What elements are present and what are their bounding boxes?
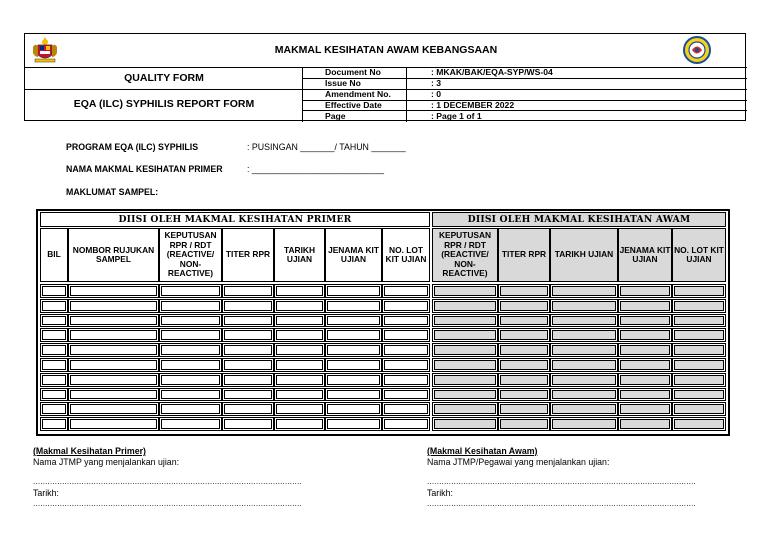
table-cell[interactable] [159, 417, 222, 431]
table-cell[interactable] [432, 388, 498, 402]
meta-label-page: Page [325, 111, 346, 121]
table-cell[interactable] [432, 328, 498, 342]
table-cell[interactable] [432, 402, 498, 416]
table-cell[interactable] [618, 402, 672, 416]
lab-title: MAKMAL KESIHATAN AWAM KEBANGSAAN [274, 44, 498, 56]
table-cell[interactable] [274, 343, 325, 357]
table-cell[interactable] [432, 373, 498, 387]
table-cell[interactable] [672, 284, 726, 298]
table-cell[interactable] [550, 388, 618, 402]
group-header-primary: DIISI OLEH MAKMAL KESIHATAN PRIMER [40, 212, 430, 227]
table-cell[interactable] [222, 299, 274, 313]
table-cell[interactable] [274, 284, 325, 298]
sample-info-label: MAKLUMAT SAMPEL: [66, 187, 159, 197]
table-cell[interactable] [498, 284, 550, 298]
table-cell[interactable] [550, 417, 618, 431]
table-cell[interactable] [550, 373, 618, 387]
table-cell[interactable] [222, 343, 274, 357]
table-cell[interactable] [432, 417, 498, 431]
table-cell[interactable] [68, 343, 159, 357]
meta-value-page: : Page 1 of 1 [431, 111, 482, 121]
table-cell[interactable] [40, 314, 68, 328]
table-cell[interactable] [382, 388, 430, 402]
table-cell[interactable] [550, 314, 618, 328]
table-cell[interactable] [672, 343, 726, 357]
table-cell[interactable] [274, 328, 325, 342]
table-cell[interactable] [68, 299, 159, 313]
table-cell[interactable] [618, 343, 672, 357]
table-cell[interactable] [274, 299, 325, 313]
table-cell[interactable] [618, 358, 672, 372]
table-cell[interactable] [274, 358, 325, 372]
table-cell[interactable] [68, 417, 159, 431]
table-cell[interactable] [498, 299, 550, 313]
table-cell[interactable] [672, 358, 726, 372]
table-cell[interactable] [498, 402, 550, 416]
table-cell[interactable] [498, 388, 550, 402]
column-header-1: BIL [40, 228, 68, 282]
table-cell[interactable] [325, 402, 382, 416]
table-cell[interactable] [274, 314, 325, 328]
column-header-9: TITER RPR [498, 228, 550, 282]
table-cell[interactable] [382, 358, 430, 372]
table-cell[interactable] [618, 328, 672, 342]
table-cell[interactable] [159, 284, 222, 298]
table-cell[interactable] [325, 373, 382, 387]
table-cell[interactable] [382, 343, 430, 357]
column-header-3: KEPUTUSAN RPR / RDT (REACTIVE/ NON-REACTIVE) [159, 228, 222, 282]
table-cell[interactable] [382, 402, 430, 416]
form-name: EQA (ILC) SYPHILIS REPORT FORM [73, 98, 255, 110]
table-cell[interactable] [550, 299, 618, 313]
table-cell[interactable] [40, 299, 68, 313]
sample-result-table [36, 209, 730, 436]
table-cell[interactable] [68, 314, 159, 328]
table-cell[interactable] [274, 417, 325, 431]
meta-label-amendment-no: Amendment No. [325, 89, 391, 99]
table-cell[interactable] [40, 373, 68, 387]
table-cell[interactable] [550, 284, 618, 298]
meta-label-issue-no: Issue No [325, 78, 361, 88]
column-header-8: KEPUTUSAN RPR / RDT (REACTIVE/ NON-REACTIVE) [432, 228, 498, 282]
group-header-awam: DIISI OLEH MAKMAL KESIHATAN AWAM [432, 212, 726, 227]
table-cell[interactable] [325, 417, 382, 431]
table-cell[interactable] [672, 388, 726, 402]
primary-lab-name-field[interactable]: : ___________________________ [247, 164, 384, 174]
meta-value-document-no: : MKAK/BAK/EQA-SYP/WS-04 [431, 67, 553, 77]
column-header-2: NOMBOR RUJUKAN SAMPEL [68, 228, 159, 282]
table-cell[interactable] [618, 284, 672, 298]
meta-value-amendment-no: : 0 [431, 89, 442, 99]
primary-lab-date-label: Tarikh: [33, 488, 59, 498]
table-cell[interactable] [40, 284, 68, 298]
meta-label-effective-date: Effective Date [325, 100, 382, 110]
table-cell[interactable] [159, 299, 222, 313]
table-cell[interactable] [159, 388, 222, 402]
table-cell[interactable] [618, 417, 672, 431]
table-cell[interactable] [68, 328, 159, 342]
table-cell[interactable] [432, 299, 498, 313]
table-cell[interactable] [40, 343, 68, 357]
table-cell[interactable] [672, 314, 726, 328]
table-cell[interactable] [325, 358, 382, 372]
table-cell[interactable] [672, 417, 726, 431]
program-round-year-field[interactable]: : PUSINGAN _______/ TAHUN _______ [247, 142, 406, 152]
table-cell[interactable] [618, 373, 672, 387]
table-cell[interactable] [672, 373, 726, 387]
table-cell[interactable] [274, 388, 325, 402]
table-cell[interactable] [222, 373, 274, 387]
table-cell[interactable] [222, 402, 274, 416]
table-cell[interactable] [325, 284, 382, 298]
primary-lab-sign-heading: (Makmal Kesihatan Primer) [33, 446, 146, 456]
table-cell[interactable] [618, 299, 672, 313]
table-cell[interactable] [432, 314, 498, 328]
table-cell[interactable] [382, 314, 430, 328]
table-cell[interactable] [382, 284, 430, 298]
table-cell[interactable] [382, 417, 430, 431]
table-cell[interactable] [325, 314, 382, 328]
form-header [24, 33, 746, 121]
column-header-11: JENAMA KIT UJIAN [618, 228, 672, 282]
table-cell[interactable] [222, 358, 274, 372]
table-cell[interactable] [382, 299, 430, 313]
table-cell[interactable] [618, 314, 672, 328]
mkak-emblem-icon [681, 35, 713, 65]
awam-lab-officer-field[interactable]: ............................................................................................................... [427, 477, 696, 486]
table-cell[interactable] [274, 373, 325, 387]
table-cell[interactable] [325, 328, 382, 342]
table-cell[interactable] [432, 358, 498, 372]
awam-lab-date-label: Tarikh: [427, 488, 453, 498]
column-header-6: JENAMA KIT UJIAN [325, 228, 382, 282]
column-header-4: TITER RPR [222, 228, 274, 282]
table-cell[interactable] [498, 373, 550, 387]
table-cell[interactable] [40, 388, 68, 402]
meta-value-effective-date: : 1 DECEMBER 2022 [431, 100, 515, 110]
awam-lab-officer-label: Nama JTMP/Pegawai yang menjalankan ujian: [427, 457, 610, 467]
table-cell[interactable] [40, 417, 68, 431]
table-cell[interactable] [550, 328, 618, 342]
table-cell[interactable] [432, 284, 498, 298]
form-type: QUALITY FORM [124, 72, 204, 84]
table-cell[interactable] [274, 402, 325, 416]
table-cell[interactable] [159, 402, 222, 416]
table-cell[interactable] [325, 388, 382, 402]
table-cell[interactable] [40, 358, 68, 372]
table-cell[interactable] [68, 358, 159, 372]
table-cell[interactable] [222, 284, 274, 298]
table-cell[interactable] [498, 417, 550, 431]
awam-lab-date-field[interactable]: ............................................................................................................... [427, 499, 696, 508]
table-cell[interactable] [672, 328, 726, 342]
table-cell[interactable] [672, 299, 726, 313]
table-cell[interactable] [498, 343, 550, 357]
table-cell[interactable] [325, 343, 382, 357]
table-cell[interactable] [222, 417, 274, 431]
table-cell[interactable] [222, 328, 274, 342]
column-header-7: NO. LOT KIT UJIAN [382, 228, 430, 282]
table-cell[interactable] [159, 328, 222, 342]
table-cell[interactable] [222, 388, 274, 402]
table-cell[interactable] [382, 373, 430, 387]
table-cell[interactable] [618, 388, 672, 402]
table-cell[interactable] [40, 402, 68, 416]
table-cell[interactable] [325, 299, 382, 313]
table-cell[interactable] [159, 373, 222, 387]
table-cell[interactable] [550, 402, 618, 416]
table-cell[interactable] [68, 284, 159, 298]
primary-lab-date-field[interactable]: ............................................................................................................... [33, 499, 302, 508]
column-header-5: TARIKH UJIAN [274, 228, 325, 282]
primary-lab-name-label: NAMA MAKMAL KESIHATAN PRIMER [66, 164, 223, 174]
table-cell[interactable] [498, 314, 550, 328]
awam-lab-sign-heading: (Makmal Kesihatan Awam) [427, 446, 538, 456]
table-cell[interactable] [498, 328, 550, 342]
table-cell[interactable] [68, 402, 159, 416]
table-cell[interactable] [498, 358, 550, 372]
table-cell[interactable] [550, 343, 618, 357]
table-cell[interactable] [550, 358, 618, 372]
table-cell[interactable] [672, 402, 726, 416]
primary-lab-officer-field[interactable]: ............................................................................................................... [33, 477, 302, 486]
meta-value-issue-no: : 3 [431, 78, 442, 88]
table-cell[interactable] [40, 328, 68, 342]
table-cell[interactable] [432, 343, 498, 357]
table-cell[interactable] [382, 328, 430, 342]
meta-label-document-no: Document No [325, 67, 381, 77]
table-cell[interactable] [68, 388, 159, 402]
malaysia-coat-of-arms-icon [30, 35, 60, 65]
table-cell[interactable] [159, 343, 222, 357]
table-cell[interactable] [159, 314, 222, 328]
column-header-12: NO. LOT KIT UJIAN [672, 228, 726, 282]
table-cell[interactable] [159, 358, 222, 372]
table-cell[interactable] [222, 314, 274, 328]
program-label: PROGRAM EQA (ILC) SYPHILIS [66, 142, 199, 152]
table-cell[interactable] [68, 373, 159, 387]
primary-lab-officer-label: Nama JTMP yang menjalankan ujian: [33, 457, 180, 467]
column-header-10: TARIKH UJIAN [550, 228, 618, 282]
